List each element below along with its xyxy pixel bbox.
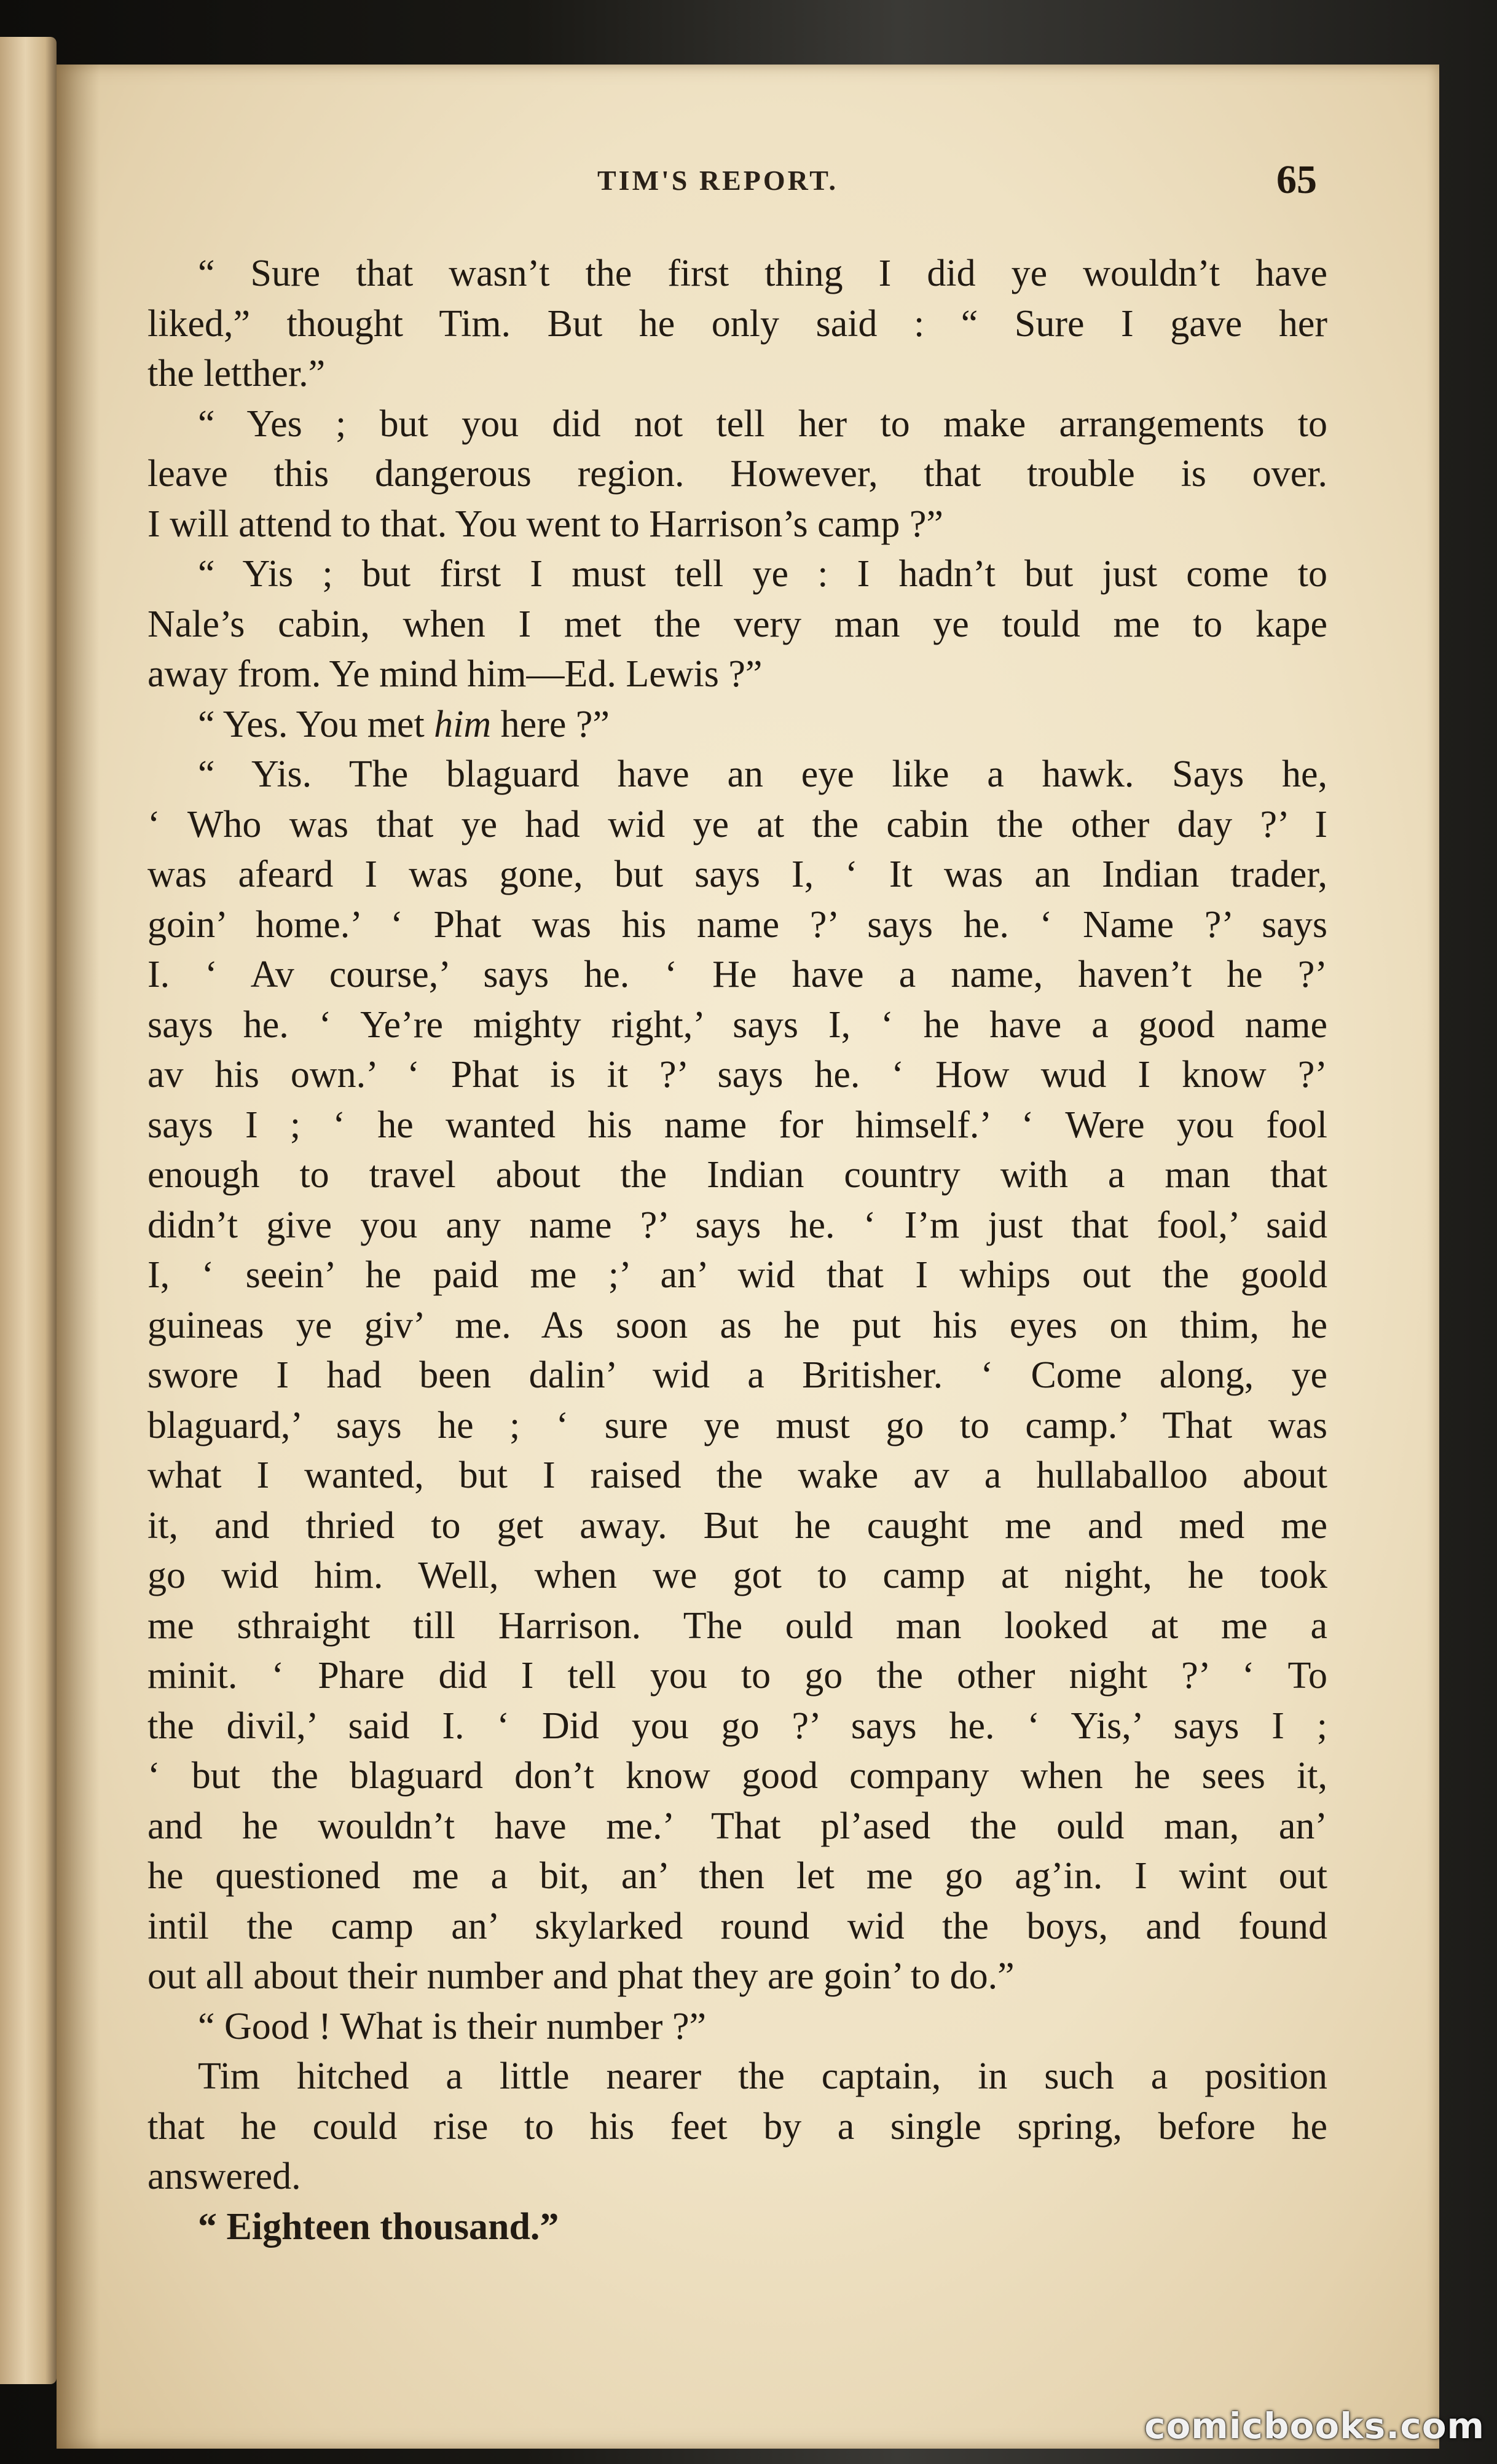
running-head: TIM'S REPORT.: [597, 165, 839, 196]
text-line: the letther.”: [147, 353, 326, 394]
previous-page-edge: [0, 37, 57, 2384]
text-line: ‘ Who was that ye had wid ye at the cabin the other day ?’ I: [147, 803, 1327, 846]
text-line: blaguard,’ says he ; ‘ sure ye must go to camp.’ That was: [147, 1404, 1327, 1446]
text-line: goin’ home.’ ‘ Phat was his name ?’ says he. ‘ Name ?’ says: [147, 903, 1327, 946]
text-line: “ Yis ; but first I must tell ye : I hadn’t but just come to: [198, 553, 1327, 595]
text-line: “ Yes ; but you did not tell her to make arrangements to: [198, 402, 1327, 445]
text-line: the divil,’ said I. ‘ Did you go ?’ says he. ‘ Yis,’ says I ;: [147, 1705, 1327, 1747]
text-line: and he wouldn’t have me.’ That pl’ased the ould man, an’: [147, 1805, 1327, 1847]
text-line: he questioned me a bit, an’ then let me go ag’in. I wint out: [147, 1855, 1327, 1897]
text-line: “ Yis. The blaguard have an eye like a hawk. Says he,: [198, 753, 1327, 795]
text-line: “ Sure that wasn’t the first thing I did ye wouldn’t have: [198, 253, 1327, 294]
text-line: guineas ye giv’ me. As soon as he put his eyes on thim, he: [147, 1304, 1327, 1346]
text-line: liked,” thought Tim. But he only said : “ Sure I gave her: [147, 302, 1327, 345]
text-line: says he. ‘ Ye’re mighty right,’ says I, ‘ he have a good name: [147, 1003, 1327, 1046]
text-line: Nale’s cabin, when I met the very man ye tould me to kape: [147, 603, 1327, 645]
text-line: minit. ‘ Phare did I tell you to go the other night ?’ ‘ To: [147, 1655, 1327, 1697]
text-line: answered.: [147, 2156, 301, 2197]
body-text: [147, 249, 1327, 2252]
text-line: away from. Ye mind him—Ed. Lewis ?”: [147, 653, 763, 695]
text-line: it, and thried to get away. But he caught me and med me: [147, 1504, 1327, 1547]
text-line: I, ‘ seein’ he paid me ;’ an’ wid that I whips out the goold: [147, 1254, 1327, 1296]
page-number: 65: [1276, 157, 1317, 202]
book-page: [57, 65, 1439, 2449]
text-line: ‘ but the blaguard don’t know good company when he sees it,: [147, 1755, 1327, 1797]
text-line: swore I had been dalin’ wid a Britisher. ‘ Come along, ye: [147, 1354, 1327, 1396]
text-line: was afeard I was gone, but says I, ‘ It was an Indian trader,: [147, 853, 1327, 895]
text-line: enough to travel about the Indian country with a man that: [147, 1154, 1327, 1196]
text-line: me sthraight till Harrison. The ould man looked at me a: [147, 1604, 1327, 1647]
text-line: Tim hitched a little nearer the captain, in such a position: [198, 2055, 1327, 2097]
gutter-shadow: [57, 65, 100, 2449]
text-line: “ Eighteen thousand.”: [198, 2205, 559, 2248]
watermark: comicbooks.com: [1144, 2405, 1485, 2447]
text-line: I will attend to that. You went to Harrison’s camp ?”: [147, 503, 943, 545]
text-line: leave this dangerous region. However, that trouble is over.: [147, 453, 1327, 495]
text-line: “ Good ! What is their number ?”: [198, 2005, 706, 2047]
text-line: I. ‘ Av course,’ says he. ‘ He have a name, haven’t he ?’: [147, 954, 1327, 995]
text-line: intil the camp an’ skylarked round wid the boys, and found: [147, 1905, 1327, 1947]
text-line: didn’t give you any name ?’ says he. ‘ I’m just that fool,’ said: [147, 1204, 1327, 1246]
text-line: “ Yes. You met him here ?”: [198, 703, 610, 745]
text-line: out all about their number and phat they are goin’ to do.”: [147, 1955, 1015, 1997]
text-line: says I ; ‘ he wanted his name for himself.’ ‘ Were you fool: [147, 1104, 1327, 1146]
text-line: that he could rise to his feet by a single spring, before he: [147, 2105, 1327, 2148]
text-line: what I wanted, but I raised the wake av a hullaballoo about: [147, 1454, 1327, 1496]
text-line: av his own.’ ‘ Phat is it ?’ says he. ‘ How wud I know ?’: [147, 1054, 1327, 1096]
text-line: go wid him. Well, when we got to camp at night, he took: [147, 1555, 1327, 1596]
